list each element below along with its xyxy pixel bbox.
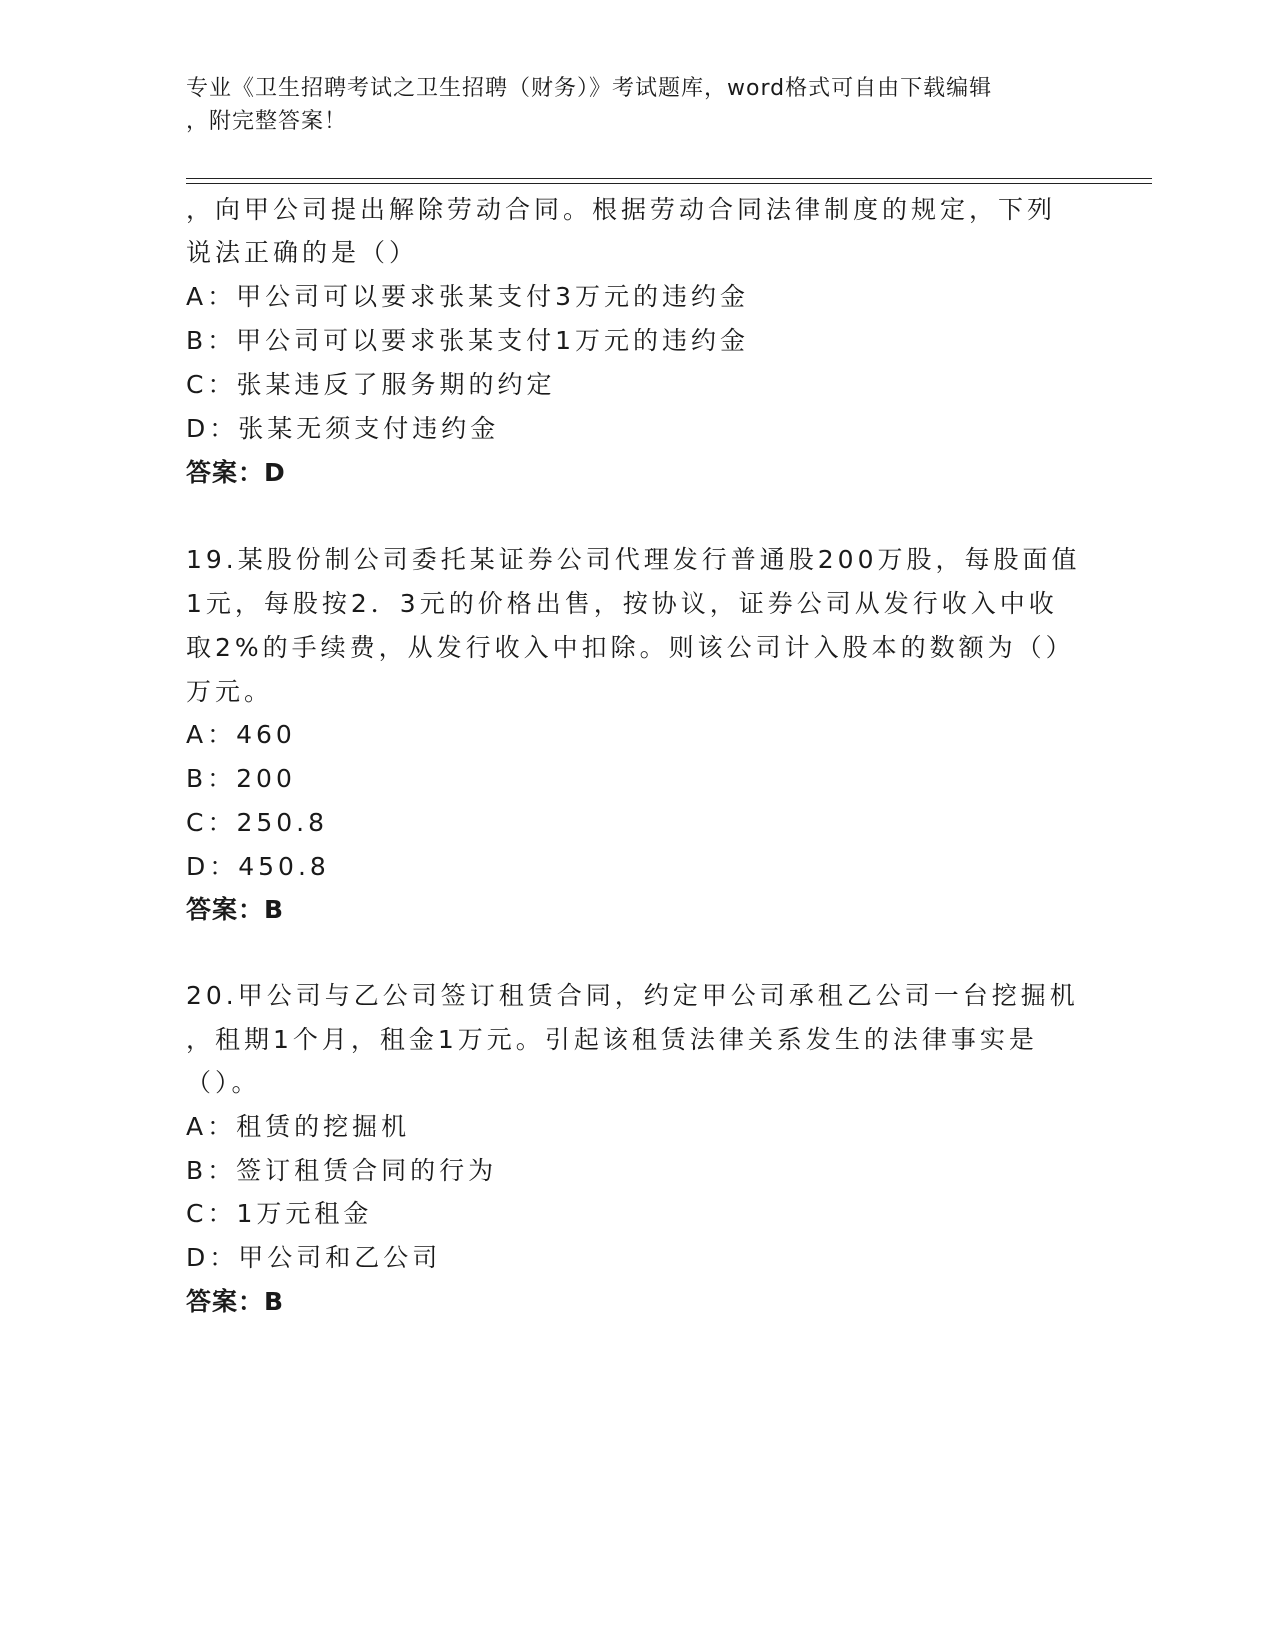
option-d: D：450.8 bbox=[186, 852, 330, 881]
answer-label: 答案：B bbox=[186, 1287, 285, 1316]
header-divider-bottom bbox=[186, 183, 1152, 184]
header-title-line2: ，附完整答案！ bbox=[186, 109, 348, 134]
option-c: C：250.8 bbox=[186, 808, 329, 837]
question-stem-line: ，租期1个月，租金1万元。引起该租赁法律关系发生的法律事实是 bbox=[186, 1025, 1038, 1054]
option-b: B：200 bbox=[186, 764, 296, 793]
option-c: C：张某违反了服务期的约定 bbox=[186, 370, 556, 399]
option-a: A：460 bbox=[186, 720, 296, 749]
question-stem-line: 取2%的手续费，从发行收入中扣除。则该公司计入股本的数额为（） bbox=[186, 633, 1075, 662]
option-b: B：签订租赁合同的行为 bbox=[186, 1156, 498, 1185]
answer-label: 答案：B bbox=[186, 895, 285, 924]
question-stem-line: 说法正确的是（） bbox=[186, 238, 419, 267]
question-stem-line: ，向甲公司提出解除劳动合同。根据劳动合同法律制度的规定，下列 bbox=[186, 195, 1057, 224]
option-d: D：甲公司和乙公司 bbox=[186, 1243, 442, 1272]
option-a: A：租赁的挖掘机 bbox=[186, 1112, 411, 1141]
option-c: C：1万元租金 bbox=[186, 1199, 373, 1228]
page-header bbox=[186, 72, 1086, 138]
question-stem-line: 20.甲公司与乙公司签订租赁合同，约定甲公司承租乙公司一台挖掘机 bbox=[186, 981, 1079, 1010]
question-stem-line: 1元，每股按2．3元的价格出售，按协议，证券公司从发行收入中收 bbox=[186, 589, 1058, 618]
answer-label: 答案：D bbox=[186, 458, 286, 487]
question-stem-line: （）。 bbox=[186, 1068, 261, 1097]
option-d: D：张某无须支付违约金 bbox=[186, 414, 500, 443]
option-b: B：甲公司可以要求张某支付1万元的违约金 bbox=[186, 326, 750, 355]
header-divider-top bbox=[186, 178, 1152, 179]
question-stem-line: 19.某股份制公司委托某证券公司代理发行普通股200万股，每股面值 bbox=[186, 545, 1081, 574]
header-title-line1: 专业《卫生招聘考试之卫生招聘（财务）》考试题库，word格式可自由下载编辑 bbox=[186, 76, 993, 101]
question-stem-line: 万元。 bbox=[186, 677, 274, 706]
option-a: A：甲公司可以要求张某支付3万元的违约金 bbox=[186, 282, 750, 311]
